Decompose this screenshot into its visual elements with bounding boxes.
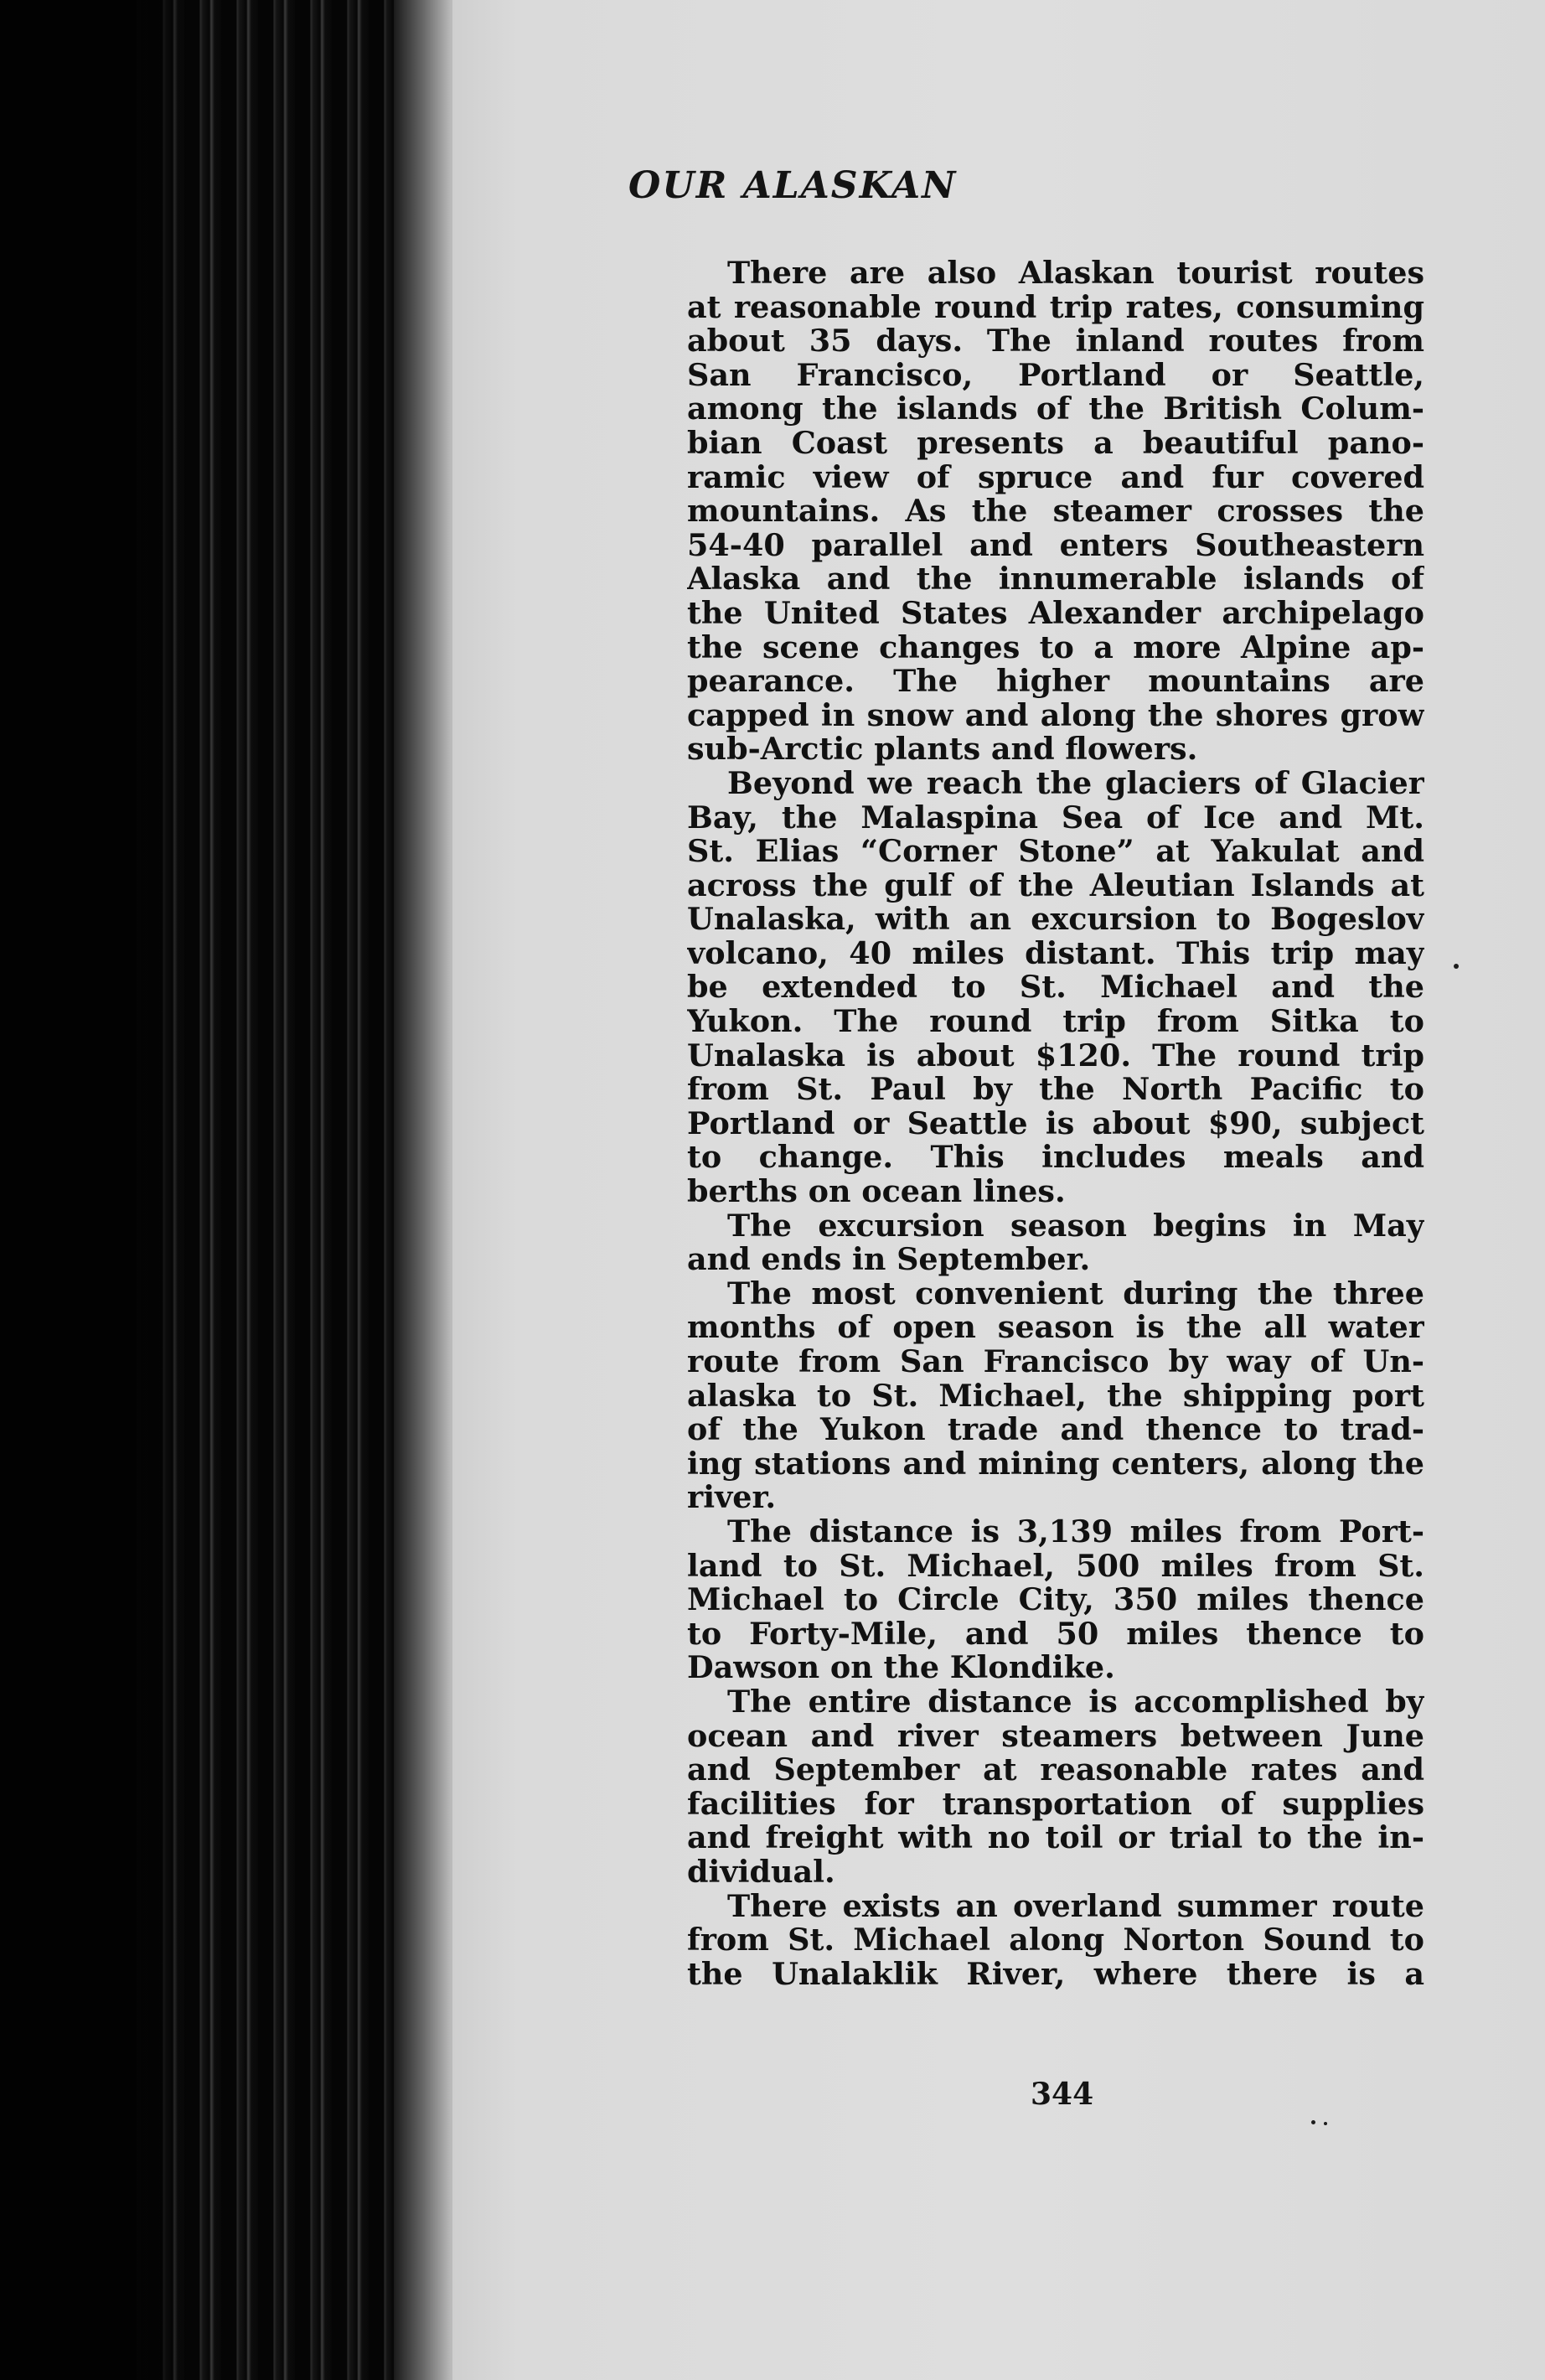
text-line: Beyond we reach the glaciers of Glacier bbox=[727, 766, 1424, 801]
text-line: the Unalaklik River, where there is a bbox=[687, 1957, 1424, 1992]
text-line: The entire distance is accomplished by bbox=[727, 1684, 1424, 1720]
text-line: Bay, the Malaspina Sea of Ice and Mt. bbox=[687, 800, 1424, 836]
text-line: The most convenient during the three bbox=[727, 1276, 1424, 1312]
ink-speck bbox=[1311, 2120, 1315, 2124]
text-line: Michael to Circle City, 350 miles thence bbox=[687, 1583, 1424, 1617]
text-line: Portland or Seattle is about $90, subject bbox=[687, 1106, 1424, 1141]
text-line: to change. This includes meals and bbox=[687, 1141, 1424, 1176]
text-line: be extended to St. Michael and the bbox=[687, 970, 1424, 1006]
text-line: Alaska and the innumerable islands of bbox=[687, 562, 1424, 597]
text-line: across the gulf of the Aleutian Islands at bbox=[687, 868, 1424, 903]
text-line: at reasonable round trip rates, consuming bbox=[687, 290, 1424, 325]
text-line: Yukon. The round trip from Sitka to bbox=[687, 1005, 1424, 1039]
text-line: ramic view of spruce and fur covered bbox=[687, 460, 1424, 495]
text-line: alaska to St. Michael, the shipping port bbox=[687, 1379, 1424, 1414]
text-line: about 35 days. The inland routes from bbox=[687, 324, 1424, 359]
text-line: the United States Alexander archipelago bbox=[687, 596, 1424, 631]
text-line: pearance. The higher mountains are bbox=[687, 665, 1424, 699]
body-text bbox=[687, 256, 1424, 1991]
text-line: of the Yukon trade and thence to trad- bbox=[687, 1413, 1424, 1447]
text-line: from St. Paul by the North Pacific to bbox=[687, 1073, 1424, 1107]
text-line: Dawson on the Klondike. bbox=[687, 1651, 1115, 1685]
text-line: among the islands of the British Colum- bbox=[687, 392, 1424, 427]
text-line: and freight with no toil or trial to the in- bbox=[687, 1821, 1424, 1855]
text-line: river. bbox=[687, 1481, 777, 1515]
text-line: and September at reasonable rates and bbox=[687, 1753, 1424, 1788]
text-line: San Francisco, Portland or Seattle, bbox=[687, 358, 1424, 393]
text-line: land to St. Michael, 500 miles from St. bbox=[687, 1549, 1424, 1584]
text-line: from St. Michael along Norton Sound to bbox=[687, 1923, 1424, 1958]
text-line: to Forty-Mile, and 50 miles thence to bbox=[687, 1617, 1424, 1652]
text-line: and ends in September. bbox=[687, 1243, 1091, 1277]
text-line: The excursion season begins in May bbox=[727, 1208, 1424, 1244]
text-line: Unalaska is about $120. The round trip bbox=[687, 1038, 1424, 1074]
text-line: dividual. bbox=[687, 1855, 835, 1890]
text-line: There exists an overland summer route bbox=[727, 1889, 1424, 1924]
text-line: 54-40 parallel and enters Southeastern bbox=[687, 528, 1424, 563]
text-line: capped in snow and along the shores grow bbox=[687, 698, 1424, 733]
binding-shadow bbox=[0, 0, 193, 2380]
text-line: bian Coast presents a beautiful pano- bbox=[687, 426, 1424, 461]
text-line: months of open season is the all water bbox=[687, 1311, 1424, 1345]
text-line: route from San Francisco by way of Un- bbox=[687, 1345, 1424, 1379]
running-title: OUR ALASKAN bbox=[628, 164, 958, 207]
text-line: St. Elias “Corner Stone” at Yakulat and bbox=[687, 835, 1424, 869]
text-line: the scene changes to a more Alpine ap- bbox=[687, 630, 1424, 665]
text-line: ing stations and mining centers, along the bbox=[687, 1446, 1424, 1482]
text-line: There are also Alaskan tourist routes bbox=[727, 256, 1424, 291]
ink-speck bbox=[1324, 2122, 1327, 2125]
text-line: volcano, 40 miles distant. This trip may bbox=[687, 936, 1424, 971]
text-line: ocean and river steamers between June bbox=[687, 1719, 1424, 1754]
text-line: sub-Arctic plants and flowers. bbox=[687, 732, 1198, 767]
text-line: mountains. As the steamer crosses the bbox=[687, 494, 1424, 529]
page-number: 344 bbox=[1031, 2077, 1094, 2112]
text-line: berths on ocean lines. bbox=[687, 1175, 1066, 1209]
text-line: facilities for transportation of supplies bbox=[687, 1787, 1424, 1822]
text-line: Unalaska, with an excursion to Bogeslov bbox=[687, 903, 1424, 937]
ink-speck bbox=[1454, 964, 1459, 969]
text-line: The distance is 3,139 miles from Port- bbox=[727, 1514, 1424, 1550]
